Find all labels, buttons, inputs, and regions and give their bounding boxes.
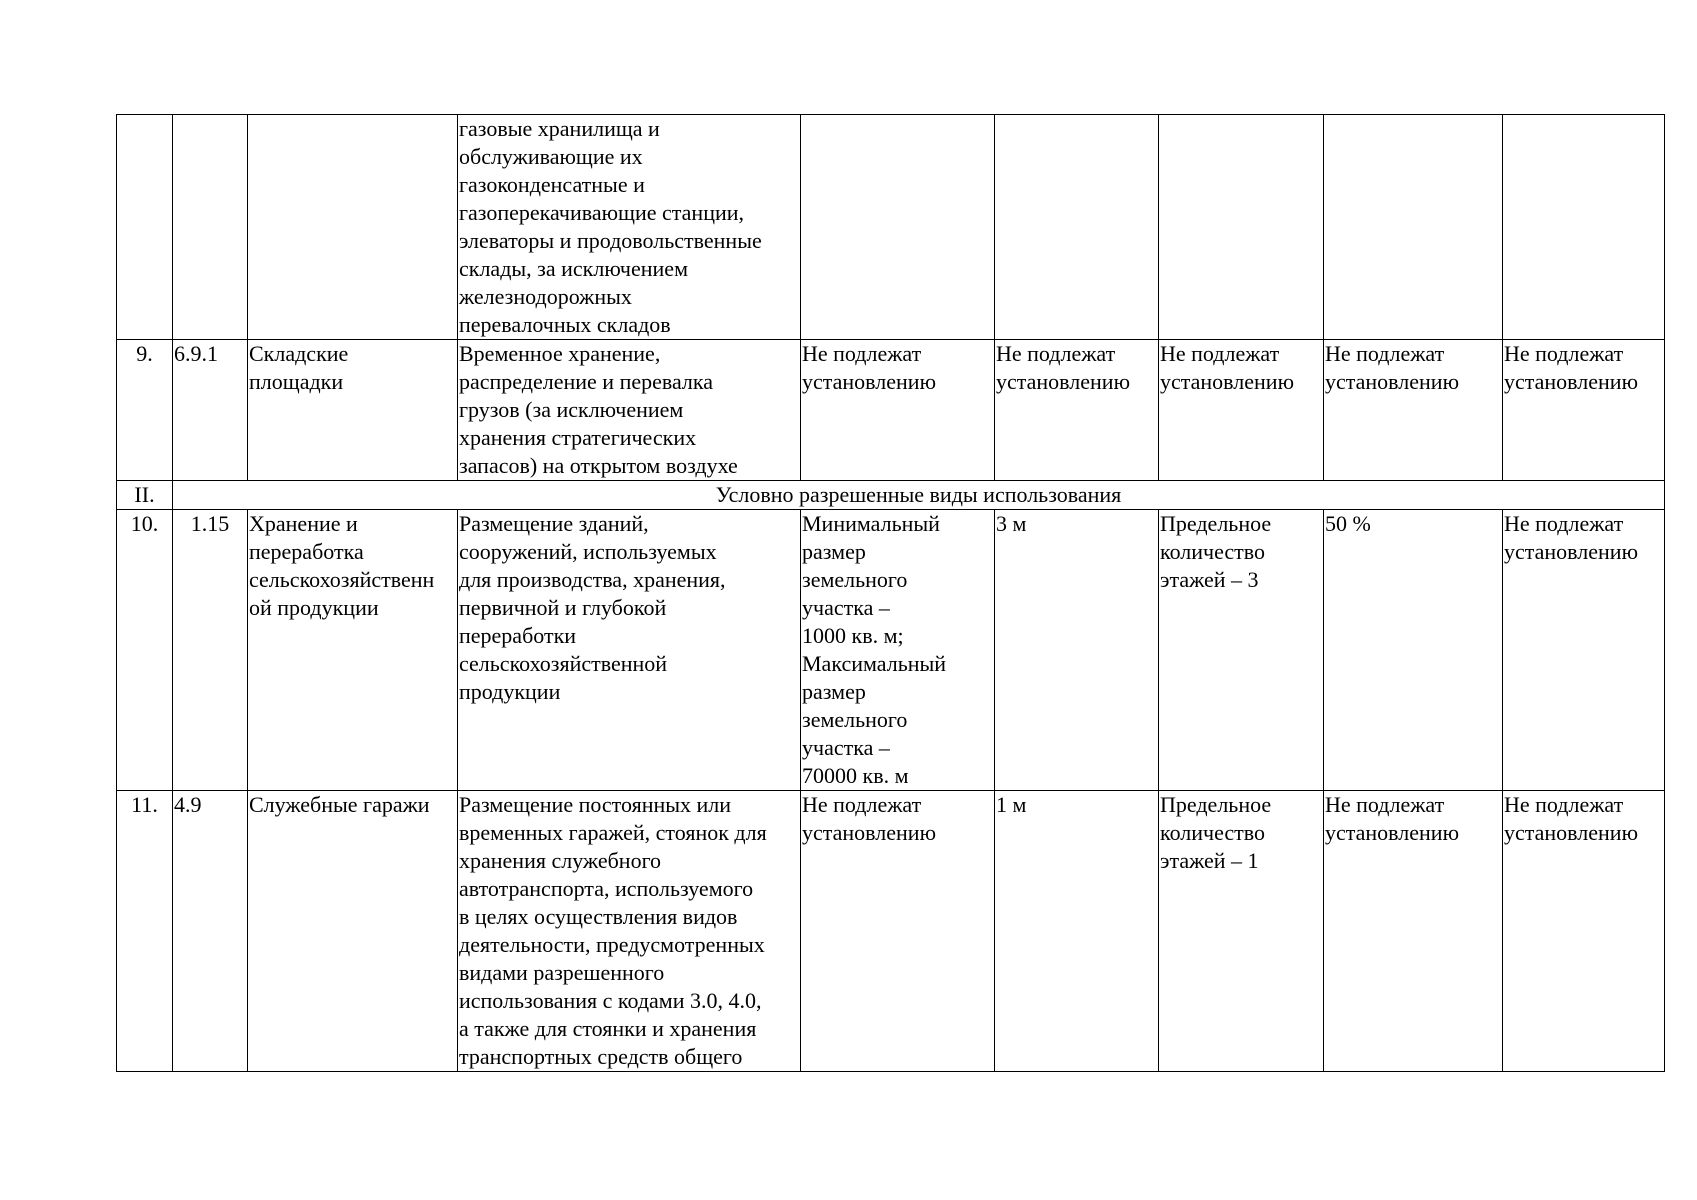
use-description-cell: газовые хранилища и обслуживающие их газоконденсатные и газоперекачивающие станции, элеваторы и продовольственные склады, за исключением железнодорожных перевалочных складов [458,115,801,340]
use-name-cell: Служебные гаражи [248,791,458,1072]
use-name-cell: Складские площадки [248,340,458,481]
code-cell [173,115,248,340]
param-coverage-cell [1324,115,1503,340]
row-number-cell: 11. [117,791,173,1072]
row-number-cell [117,115,173,340]
param-plot-size-cell [801,115,995,340]
row-number-cell: 9. [117,340,173,481]
table-row [117,510,1665,791]
param-plot-size-cell: Не подлежат установлению [801,340,995,481]
param-setback-cell: Не подлежат установлению [995,340,1159,481]
param-plot-size-cell: Не подлежат установлению [801,791,995,1072]
section-number-cell: II. [117,481,173,510]
table-row [117,340,1665,481]
param-setback-cell: 3 м [995,510,1159,791]
use-description-cell: Размещение постоянных или временных гаражей, стоянок для хранения служебного автотранспорта, используемого в целях осуществления видов деятельности, предусмотренных видами разрешенного использования с кодами 3.0, 4.0, а также для стоянки и хранения транспортных средств общего [458,791,801,1072]
section-title: Условно разрешенные виды использования [173,481,1665,510]
param-setback-cell: 1 м [995,791,1159,1072]
code-cell: 4.9 [173,791,248,1072]
code-cell: 1.15 [173,510,248,791]
section-row [117,481,1665,510]
row-number-cell: 10. [117,510,173,791]
param-setback-cell [995,115,1159,340]
param-coverage-cell: Не подлежат установлению [1324,340,1503,481]
table-row [117,115,1665,340]
param-other-cell: Не подлежат установлению [1503,510,1665,791]
param-other-cell [1503,115,1665,340]
param-coverage-cell: 50 % [1324,510,1503,791]
param-other-cell: Не подлежат установлению [1503,340,1665,481]
param-coverage-cell: Не подлежат установлению [1324,791,1503,1072]
land-use-table [116,114,1665,1072]
use-name-cell: Хранение и переработка сельскохозяйственн ой продукции [248,510,458,791]
use-description-cell: Временное хранение, распределение и перевалка грузов (за исключением хранения стратегических запасов) на открытом воздухе [458,340,801,481]
param-floors-cell: Не подлежат установлению [1159,340,1324,481]
use-name-cell [248,115,458,340]
param-floors-cell: Предельное количество этажей – 3 [1159,510,1324,791]
param-plot-size-cell: Минимальный размер земельного участка – 1000 кв. м; Максимальный размер земельного участка – 70000 кв. м [801,510,995,791]
param-other-cell: Не подлежат установлению [1503,791,1665,1072]
param-floors-cell: Предельное количество этажей – 1 [1159,791,1324,1072]
use-description-cell: Размещение зданий, сооружений, используемых для производства, хранения, первичной и глубокой переработки сельскохозяйственной продукции [458,510,801,791]
table-row [117,791,1665,1072]
code-cell: 6.9.1 [173,340,248,481]
param-floors-cell [1159,115,1324,340]
